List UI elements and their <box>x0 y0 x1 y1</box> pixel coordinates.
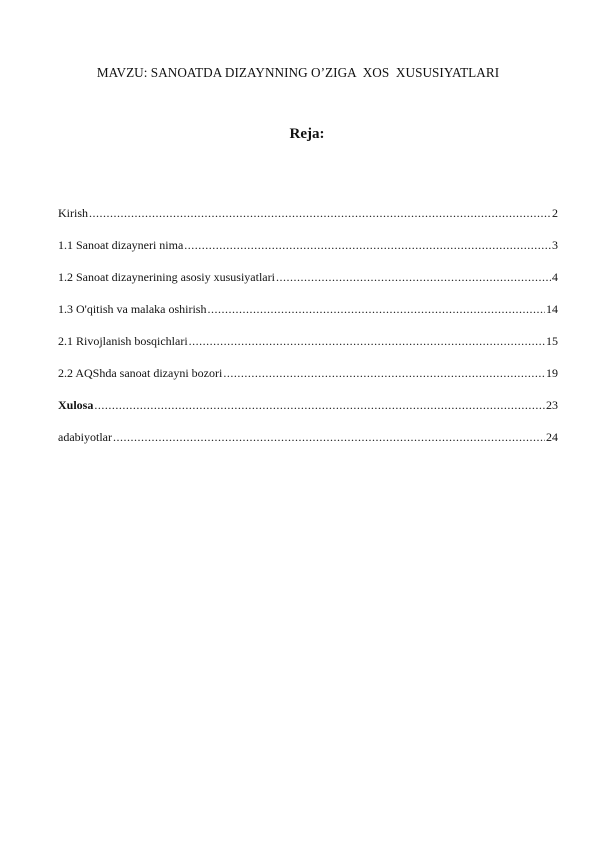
toc-entry[interactable] <box>58 302 558 317</box>
toc-entry-label: 1.1 Sanoat dizayneri nima <box>58 238 184 252</box>
toc-entry[interactable] <box>58 238 558 253</box>
toc-entry-page: 23 <box>546 398 558 412</box>
toc-leader-dots <box>276 270 551 285</box>
toc-entry-label: Xulosa <box>58 398 94 412</box>
toc-entry[interactable] <box>58 430 558 445</box>
toc-entry-page: 2 <box>552 206 558 220</box>
toc-entry[interactable] <box>58 366 558 381</box>
toc-entry-page: 24 <box>546 430 558 444</box>
toc-leader-dots <box>189 334 545 349</box>
plan-heading: Reja: <box>289 126 325 142</box>
toc-entry-page: 4 <box>552 270 558 284</box>
toc-entry-page: 14 <box>546 302 558 316</box>
table-of-contents <box>58 206 558 462</box>
toc-entry-label: 2.2 AQShda sanoat dizayni bozori <box>58 366 223 380</box>
toc-entry-label: Kirish <box>58 206 88 220</box>
toc-entry-label: 1.3 O'qitish va malaka oshirish <box>58 302 207 316</box>
toc-entry[interactable] <box>58 206 558 221</box>
toc-leader-dots <box>89 206 551 221</box>
toc-entry-page: 3 <box>552 238 558 252</box>
toc-entry[interactable] <box>58 270 558 285</box>
toc-leader-dots <box>113 430 545 445</box>
toc-entry-label: 2.1 Rivojlanish bosqichlari <box>58 334 188 348</box>
toc-entry[interactable] <box>58 334 558 349</box>
toc-entry-label: adabiyotlar <box>58 430 112 444</box>
toc-entry-page: 15 <box>546 334 558 348</box>
toc-entry-label: 1.2 Sanoat dizaynerining asosiy xususiyatlari <box>58 270 275 284</box>
document-title: MAVZU: SANOATDA DIZAYNNING O’ZIGA XOS XUSUSIYATLARI <box>96 65 500 80</box>
toc-entry-page: 19 <box>546 366 558 380</box>
toc-leader-dots <box>94 398 545 413</box>
toc-leader-dots <box>207 302 545 317</box>
toc-leader-dots <box>223 366 545 381</box>
toc-entry[interactable] <box>58 398 558 413</box>
toc-leader-dots <box>184 238 551 253</box>
